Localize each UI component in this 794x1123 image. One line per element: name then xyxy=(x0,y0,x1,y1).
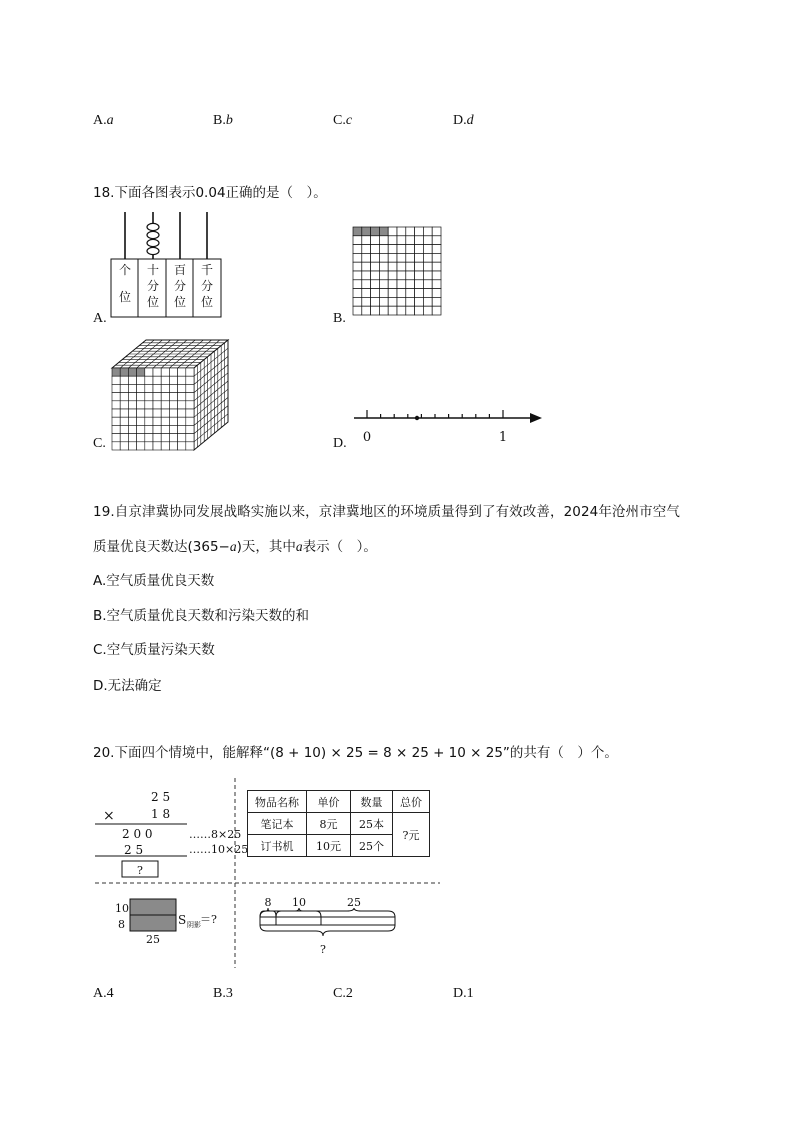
table-cell: 笔记本 xyxy=(248,813,307,835)
option-label: C. xyxy=(333,113,346,128)
area-label: S xyxy=(178,913,187,927)
area-label-eq: ＝? xyxy=(200,913,217,926)
segment-label-b: 10 xyxy=(292,896,306,909)
table-total-cell: ?元 xyxy=(393,813,430,857)
table-cell: 8元 xyxy=(307,813,351,835)
option-variable: a xyxy=(106,113,114,128)
table-header: 数量 xyxy=(351,791,393,813)
mult-bottom: 1 8 xyxy=(151,807,171,821)
number-line-one: 1 xyxy=(498,430,508,445)
table-cell: 25本 xyxy=(351,813,393,835)
rect-width: 25 xyxy=(146,933,160,946)
table-header-row xyxy=(248,791,430,813)
goods-table xyxy=(247,790,430,857)
mult-answer: ? xyxy=(137,864,143,877)
abacus-column-label: 百分位 xyxy=(173,263,187,309)
abacus-column-label: 十分位 xyxy=(146,263,160,309)
q20-option-d[interactable]: D.1 xyxy=(453,986,474,1001)
q19-stem-text: 质量优良天数达(365− xyxy=(93,539,230,555)
table-header: 物品名称 xyxy=(248,791,307,813)
mult-note-1: ……8×25 xyxy=(189,828,242,841)
table-header: 单价 xyxy=(307,791,351,813)
q18-option-c[interactable]: C. xyxy=(93,436,106,451)
q19-choice-c[interactable]: C.空气质量污染天数 xyxy=(93,642,215,658)
segment-label-a: 8 xyxy=(264,896,272,909)
q19-choice-b[interactable]: B.空气质量优良天数和污染天数的和 xyxy=(93,608,310,624)
option-label: D. xyxy=(453,113,467,128)
option-variable: b xyxy=(225,113,233,128)
q18-option-d[interactable]: D. xyxy=(333,436,347,451)
option-label: B. xyxy=(213,113,226,128)
area-label-sub: 阴影 xyxy=(187,921,201,929)
q19-stem-variable: a xyxy=(229,539,237,554)
q19-stem-line1: 19.自京津冀协同发展战略实施以来，京津冀地区的环境质量得到了有效改善，2024年沧州市空气 xyxy=(93,504,680,520)
mult-note-2: ……10×25 xyxy=(189,843,249,856)
table-row xyxy=(248,813,430,835)
mult-partial-2: 2 5 xyxy=(124,843,144,857)
option-variable: d xyxy=(466,113,474,128)
rect-height-1: 10 xyxy=(115,902,129,915)
q18-option-b[interactable]: B. xyxy=(333,311,346,326)
abacus-column-label: 个位 xyxy=(118,263,132,304)
table-cell: 10元 xyxy=(307,835,351,857)
segment-label-c: 25 xyxy=(347,896,361,909)
mult-partial-1: 2 0 0 xyxy=(122,827,153,841)
q20-option-b[interactable]: B.3 xyxy=(213,986,233,1001)
option-label: A. xyxy=(93,113,107,128)
q19-stem-text: 表示（ ）。 xyxy=(302,539,377,555)
q19-stem-variable: a xyxy=(295,539,303,554)
q19-stem-text: )天，其中 xyxy=(236,539,296,555)
q19-choice-d[interactable]: D.无法确定 xyxy=(93,678,162,694)
shaded-rectangle-figure xyxy=(110,897,230,947)
q18-stem: 18.下面各图表示0.04正确的是（ ）。 xyxy=(93,185,327,201)
segment-diagram xyxy=(255,895,405,960)
table-header: 总价 xyxy=(393,791,430,813)
segment-question: ? xyxy=(320,943,326,956)
q19-choice-a[interactable]: A.空气质量优良天数 xyxy=(93,573,215,589)
table-cell: 订书机 xyxy=(248,835,307,857)
abacus-column-label: 千分位 xyxy=(200,263,214,309)
rect-height-2: 8 xyxy=(118,918,125,931)
table-cell: 25个 xyxy=(351,835,393,857)
q20-option-a[interactable]: A.4 xyxy=(93,986,114,1001)
vertical-multiplication xyxy=(95,788,249,883)
option-variable: c xyxy=(345,113,353,128)
q18-option-a[interactable]: A. xyxy=(93,311,107,326)
q20-stem: 20.下面四个情境中，能解释“(8 + 10) × 25 = 8 × 25 + 10 × 25”的共有（ ）个。 xyxy=(93,745,618,761)
q20-option-c[interactable]: C.2 xyxy=(333,986,353,1001)
number-line-zero: 0 xyxy=(362,430,372,445)
mult-top: 2 5 xyxy=(151,790,171,804)
mult-sign: × xyxy=(103,808,115,824)
